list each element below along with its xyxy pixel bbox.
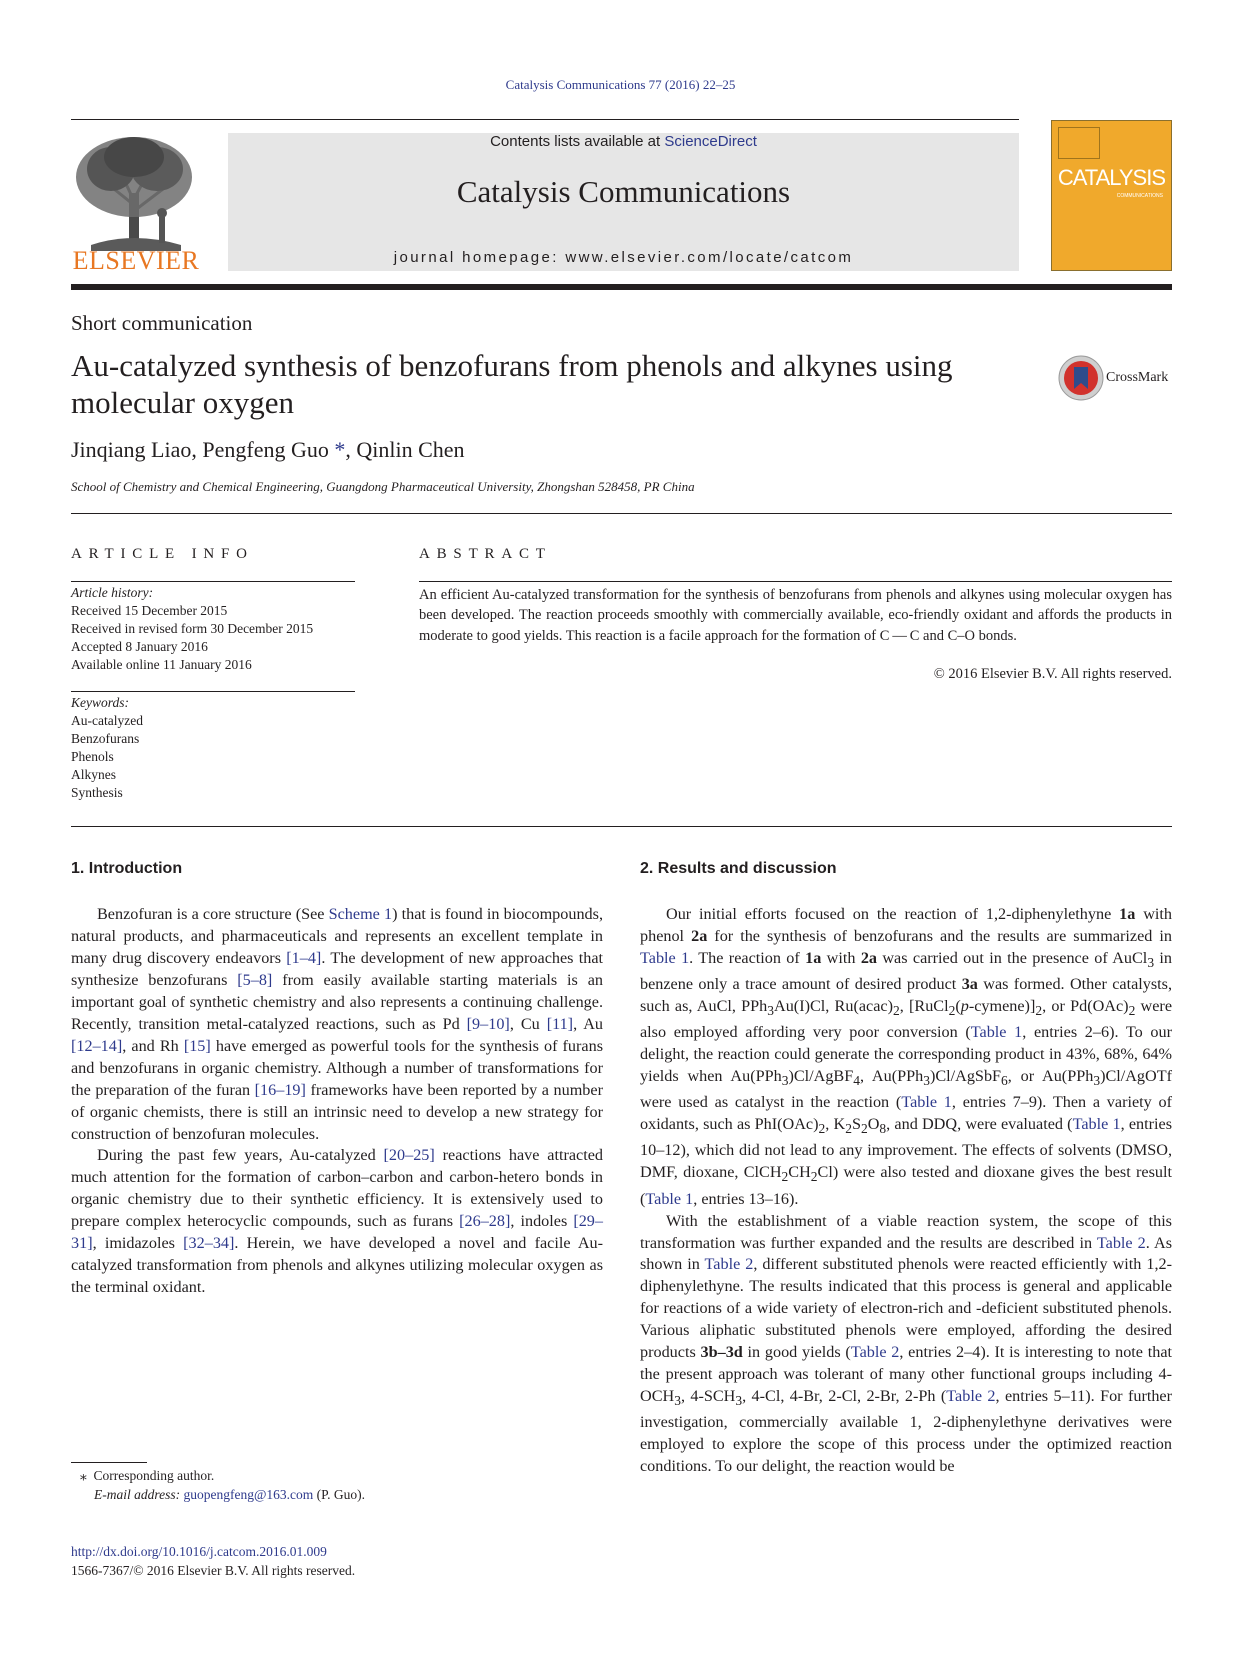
table-1-link[interactable]: Table 1 (645, 1189, 694, 1208)
reference-link[interactable]: [26–28] (459, 1212, 511, 1231)
keywords-list (71, 694, 355, 802)
reference-link[interactable]: [29–31] (71, 1212, 603, 1253)
results-body (640, 904, 1172, 1478)
keyword: Au-catalyzed (71, 713, 143, 728)
header-rule (71, 119, 1019, 120)
issn-line: 1566-7367/© 2016 Elsevier B.V. All rights reserved. (71, 1563, 356, 1578)
history-label: Article history: (71, 585, 154, 600)
abstract-bottom-rule (71, 826, 1172, 827)
keywords-rule (71, 691, 355, 692)
authors-main: Jinqiang Liao, Pengfeng Guo (71, 437, 335, 462)
footnote-line-2 (80, 1485, 365, 1504)
history-item: Accepted 8 January 2016 (71, 639, 208, 654)
history-item: Received 15 December 2015 (71, 603, 228, 618)
scheme-1-link[interactable]: Scheme 1 (328, 905, 393, 923)
table-2-link[interactable]: Table 2 (946, 1387, 996, 1406)
abstract-text: An efficient Au-catalyzed transformation for the synthesis of benzofurans from phenols and alkynes using molecular oxygen has been developed. The reaction proceeds smoothly with commercially available, eco-friendly oxidant and affords the products in moderate to good yields. This reaction is a facile approach for the formation of C — C and C–O bonds. (419, 587, 1172, 644)
authors-tail: , Qinlin Chen (345, 437, 465, 462)
abstract-heading: ABSTRACT (419, 546, 552, 562)
reference-link[interactable]: [1–4] (286, 948, 322, 967)
table-2-link[interactable]: Table 2 (1096, 1233, 1146, 1252)
article-type: Short communication (71, 311, 253, 335)
email-link[interactable]: guopengfeng@163.com (183, 1487, 314, 1502)
footnote-label: Corresponding author. (93, 1468, 215, 1483)
table-1-link[interactable]: Table 1 (640, 948, 690, 967)
author-list (71, 437, 465, 463)
reference-link[interactable]: [20–25] (383, 1146, 435, 1165)
results-paragraph-1: Our initial efforts focused on the reaction of 1,2-diphenylethyne 1a with phenol 2a for the synthesis of benzofurans and the results are summarized in Table 1. The reaction of 1a with 2a was carried out in the presence of AuCl$_3$ in benzene only a trace amount of desired product 3a was formed. Other catalysts, such as, AuCl, PPh$_3$Au(I)Cl, $Ru(acac)_2$, $[RuCl_2(p-cymene)]_2$, or $Pd(OAc)_2$ were also employed affording very poor conversion (Table 1, entries 2–6). To our delight, the reaction could generate the corresponding product in 43%, 68%, 64% yields when Au(PPh$_3$)Cl/AgBF$_4$, Au(PPh$_3$)Cl/AgSbF$_6$, or Au(PPh$_3$)Cl/AgOTf were used as catalyst in the reaction (Table 1, entries 7–9). Then a variety of oxidants, such as $PhI(OAc)_2$, $K_2S_2O_8$, and DDQ, were evaluated (Table 1, entries 10–12), which did not lead to any improvement. The effects of solvents (DMSO, DMF, dioxane, $ClCH_2CH_2Cl$) were also tested and dioxane gives the best result (Table 1, entries 13–16). (640, 905, 1173, 1208)
history-item: Received in revised form 30 December 2015 (71, 621, 314, 636)
cover-emblem (1058, 127, 1100, 159)
table-1-link[interactable]: Table 1 (1072, 1115, 1121, 1134)
sciencedirect-link[interactable]: ScienceDirect (664, 133, 757, 150)
article-info-heading: ARTICLE INFO (71, 546, 254, 562)
crossmark-label: CrossMark (1106, 370, 1169, 385)
journal-reference-link[interactable]: Catalysis Communications 77 (2016) 22–25 (505, 77, 736, 92)
results-paragraph-2: With the establishment of a viable reaction system, the scope of this transformation was further expanded and the results are described in Table 2. As shown in Table 2, different substituted phenols were reacted efficiently with 1,2-diphenylethyne. The results indicated that this process is general and applicable for reactions of a wide variety of electron-rich and -deficient substituted phenols. Various aliphatic substituted phenols were employed, affording the desired products 3b–3d in good yields (Table 2, entries 2–4). It is interesting to note that the present approach was tolerant of many other functional groups including $4-OCH_3$, $4-SCH_3$, 4-Cl, 4-Br, 2-Cl, 2-Br, 2-Ph (Table 2, entries 5–11). For further investigation, commercially available 1, 2-diphenylethyne derivatives were employed to explore the scope of this process under the optimized reaction conditions. To our delight, the reaction would be (640, 1211, 1173, 1476)
footnote-mark: ⁎ (80, 1468, 87, 1483)
journal-cover-thumbnail[interactable] (1051, 120, 1172, 271)
footnote (80, 1466, 365, 1504)
reference-link[interactable]: [32–34] (183, 1234, 235, 1253)
journal-homepage[interactable]: journal homepage: www.elsevier.com/locate/catcom (393, 249, 854, 266)
header-thick-rule (71, 284, 1172, 290)
article-history (71, 584, 355, 674)
footnote-rule (71, 1462, 147, 1463)
reference-link[interactable]: [11] (546, 1014, 574, 1033)
section-heading-introduction: 1. Introduction (71, 860, 183, 877)
abstract-copyright: © 2016 Elsevier B.V. All rights reserved. (933, 666, 1172, 682)
affiliation: School of Chemistry and Chemical Engineering, Guangdong Pharmaceutical University, Zhongshan 528458, PR China (71, 479, 695, 494)
keyword: Phenols (71, 749, 114, 764)
keyword: Synthesis (71, 785, 123, 800)
contents-line (228, 133, 1019, 150)
introduction-body (71, 904, 603, 1299)
reference-link[interactable]: [9–10] (466, 1014, 510, 1033)
title-rule (71, 513, 1172, 514)
abstract-rule (419, 581, 1172, 582)
article-title: Au-catalyzed synthesis of benzofurans from phenols and alkynes using molecular oxygen (71, 348, 953, 420)
corresponding-author-mark[interactable]: * (334, 437, 346, 462)
reference-link[interactable]: [5–8] (237, 970, 273, 989)
reference-link[interactable]: [12–14] (71, 1036, 123, 1055)
article-info-rule (71, 581, 355, 582)
crossmark-badge[interactable] (1058, 355, 1178, 403)
table-2-link[interactable]: Table 2 (704, 1255, 754, 1274)
doi-link[interactable]: http://dx.doi.org/10.1016/j.catcom.2016.01.009 (71, 1544, 327, 1559)
cover-title: CATALYSIS (1057, 165, 1165, 190)
keyword: Benzofurans (71, 731, 140, 746)
footnote-line-1 (80, 1466, 365, 1485)
reference-link[interactable]: [15] (183, 1036, 211, 1055)
elsevier-logo (71, 133, 201, 275)
keywords-label: Keywords: (71, 695, 129, 710)
keyword: Alkynes (71, 767, 116, 782)
reference-link[interactable]: [16–19] (254, 1080, 306, 1099)
section-heading-results: 2. Results and discussion (640, 860, 837, 877)
intro-paragraph-2: During the past few years, Au-catalyzed [20–25] reactions have attracted much attention for the formation of carbon–carbon and carbon-hetero bonds in organic chemistry due to their synthetic efficiency. It is extensively used to prepare complex heterocyclic compounds, such as furans [26–28], indoles [29–31], imidazoles [32–34]. Herein, we have developed a novel and facile Au-catalyzed transformation from phenols and alkynes utilizing molecular oxygen as the terminal oxidant. (71, 1146, 603, 1297)
table-1-link[interactable]: Table 1 (970, 1023, 1023, 1042)
email-label: E-mail address: (94, 1487, 181, 1502)
elsevier-wordmark: ELSEVIER (72, 246, 200, 275)
contents-prefix: Contents lists available at (490, 133, 665, 150)
intro-paragraph-1: Benzofuran is a core structure (See Scheme 1) that is found in biocompounds, natural products, and pharmaceuticals and represents an excellent template in many drug discovery endeavors [1–4]. The development of new approaches that synthesize benzofurans [5–8] from easily available starting materials is an important goal of synthetic chemistry and also represents a continuing challenge. Recently, transition metal-catalyzed reactions, such as Pd [9–10], Cu [11], Au [12–14], and Rh [15] have emerged as powerful tools for the synthesis of furans and benzofurans in organic chemistry. Although a number of transformations for the preparation of the furan [16–19] frameworks have been reported by a number of organic chemists, there is still an intrinsic need to develop a new strategy for construction of benzofuran molecules. (71, 905, 604, 1143)
journal-name: Catalysis Communications (456, 174, 791, 209)
doi-block (71, 1542, 355, 1580)
table-2-link[interactable]: Table 2 (850, 1343, 900, 1362)
cover-subtitle: COMMUNICATIONS (1116, 193, 1163, 199)
crossmark-icon (1058, 355, 1104, 401)
history-item: Available online 11 January 2016 (71, 657, 252, 672)
email-suffix: (P. Guo). (313, 1487, 366, 1502)
table-1-link[interactable]: Table 1 (901, 1093, 952, 1112)
